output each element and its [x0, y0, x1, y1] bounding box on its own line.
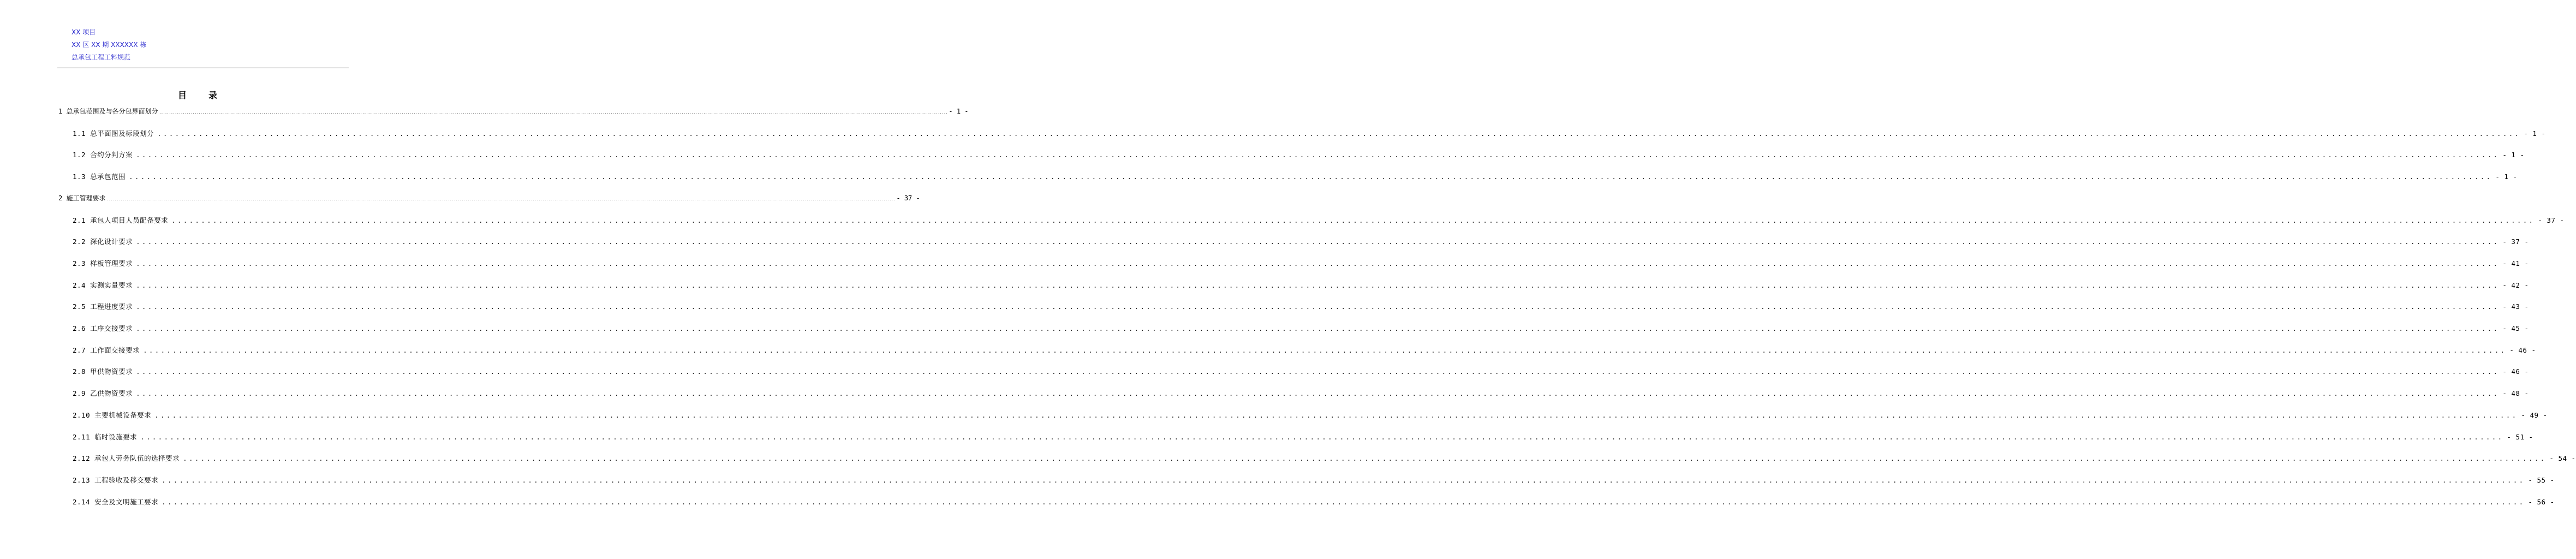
toc-page-number: - 46 - [2509, 346, 2536, 354]
toc-entry-label: 2.1 承包人项目人员配备要求 [73, 216, 169, 224]
toc-page-number: - 48 - [2502, 389, 2529, 398]
toc-page-number: - 37 - [896, 194, 920, 202]
toc-page-number: - 45 - [2502, 324, 2529, 332]
toc-section-entry[interactable] [73, 453, 2576, 463]
toc-section-entry[interactable] [73, 215, 2565, 225]
toc-page-number: - 41 - [2502, 259, 2529, 267]
toc-section-entry[interactable] [73, 171, 2518, 181]
toc-section-entry[interactable] [73, 236, 2529, 246]
toc-entry-label: 2.12 承包人劳务队伍的选择要求 [73, 454, 180, 463]
toc-page-number: - 42 - [2502, 281, 2529, 289]
toc-section-entry[interactable] [73, 410, 2548, 420]
toc-entry-label: 2.7 工作面交接要求 [73, 346, 140, 354]
toc-page-number: - 56 - [2528, 497, 2555, 506]
toc-entry-label: 2.10 主要机械设备要求 [73, 411, 152, 419]
toc-dot-leader: ................................................................................................................................................................................................................................................................................................................................................................................................................ [136, 259, 2500, 267]
toc-dot-leader: ................................................................................................................................................................................................................................................................................................................................................................................................................ [136, 151, 2500, 159]
toc-page-number: - 46 - [2502, 367, 2529, 376]
toc-section-entry[interactable] [73, 258, 2529, 268]
toc-entry-label: 2.13 工程验收及移交要求 [73, 475, 159, 484]
toc-section-entry[interactable] [73, 432, 2533, 442]
toc-entry-label: 1 总承包范围及与各分包界面划分 [58, 108, 158, 115]
toc-dot-leader: ................................................................................................................................................................................................................................................................................................................................................................................................................ [106, 197, 896, 201]
toc-dot-leader: ................................................................................................................................................................................................................................................................................................................................................................................................................ [157, 129, 2521, 138]
toc-entry-label: 1.2 合约分判方案 [73, 151, 133, 159]
toc-page-number: - 1 - [2524, 129, 2546, 138]
toc-dot-leader: ................................................................................................................................................................................................................................................................................................................................................................................................................ [171, 216, 2535, 224]
toc-page-number: - 49 - [2521, 411, 2548, 419]
toc-entry-label: 1.1 总平面图及标段划分 [73, 129, 154, 138]
toc-page-number: - 37 - [2538, 216, 2565, 224]
toc-dot-leader: ................................................................................................................................................................................................................................................................................................................................................................................................................ [162, 497, 2525, 506]
toc-dot-leader: ................................................................................................................................................................................................................................................................................................................................................................................................................ [143, 346, 2507, 354]
toc-section-entry[interactable] [73, 150, 2525, 159]
toc-page-number: - 1 - [2502, 151, 2525, 159]
toc-entry-label: 2.4 实测实量要求 [73, 281, 133, 289]
toc-entry-label: 1.3 总承包范围 [73, 173, 126, 181]
document-header [71, 26, 146, 64]
toc-section-entry[interactable] [73, 388, 2529, 398]
toc-page-number: - 43 - [2502, 302, 2529, 311]
toc-section-entry[interactable] [73, 497, 2555, 507]
toc-page-number: - 55 - [2528, 475, 2555, 484]
toc-entry-label: 2.8 甲供物资要求 [73, 367, 133, 376]
toc-entry-label: 2.9 乙供物资要求 [73, 389, 133, 398]
toc-title: 目录 [177, 90, 239, 100]
toc-section-entry[interactable] [73, 345, 2536, 355]
toc-page-number: - 1 - [949, 108, 969, 115]
toc-section-entry[interactable] [73, 366, 2529, 376]
toc-chapter-entry[interactable] [58, 193, 920, 203]
toc-dot-leader: ................................................................................................................................................................................................................................................................................................................................................................................................................ [136, 367, 2500, 376]
toc-dot-leader: ................................................................................................................................................................................................................................................................................................................................................................................................................ [162, 475, 2525, 484]
toc-dot-leader: ................................................................................................................................................................................................................................................................................................................................................................................................................ [136, 237, 2500, 246]
toc-dot-leader: ................................................................................................................................................................................................................................................................................................................................................................................................................ [159, 111, 948, 115]
toc-entry-label: 2.11 临时设施要求 [73, 432, 138, 441]
toc-dot-leader: ................................................................................................................................................................................................................................................................................................................................................................................................................ [183, 454, 2547, 463]
toc-section-entry[interactable] [73, 280, 2529, 290]
toc-dot-leader: ................................................................................................................................................................................................................................................................................................................................................................................................................ [136, 324, 2500, 332]
toc-page-number: - 37 - [2502, 237, 2529, 246]
toc-dot-leader: ................................................................................................................................................................................................................................................................................................................................................................................................................ [140, 432, 2504, 441]
header-project: XX 项目 [71, 28, 96, 36]
toc-entry-label: 2 施工管理要求 [58, 194, 106, 202]
toc-section-entry[interactable] [73, 323, 2529, 333]
toc-dot-leader: ................................................................................................................................................................................................................................................................................................................................................................................................................ [136, 302, 2500, 311]
toc-entry-label: 2.6 工序交接要求 [73, 324, 133, 332]
toc-entry-label: 2.3 样板管理要求 [73, 259, 133, 267]
toc-chapter-entry[interactable] [58, 106, 969, 116]
header-doc-title: 总承包工程工料规范 [71, 53, 131, 61]
toc-section-entry[interactable] [73, 128, 2546, 138]
toc-dot-leader: ................................................................................................................................................................................................................................................................................................................................................................................................................ [154, 411, 2518, 419]
toc-section-entry[interactable] [73, 475, 2555, 485]
toc-dot-leader: ................................................................................................................................................................................................................................................................................................................................................................................................................ [129, 173, 2492, 181]
toc-page-number: - 54 - [2549, 454, 2576, 463]
toc-page-number: - 51 - [2507, 432, 2533, 441]
toc-dot-leader: ................................................................................................................................................................................................................................................................................................................................................................................................................ [136, 389, 2500, 398]
toc-section-entry[interactable] [73, 301, 2529, 311]
toc-page-number: - 1 - [2495, 173, 2518, 181]
toc-entry-label: 2.14 安全及文明施工要求 [73, 497, 159, 506]
toc-dot-leader: ................................................................................................................................................................................................................................................................................................................................................................................................................ [136, 281, 2500, 289]
header-building: XX 区 XX 期 XXXXXX 栋 [71, 41, 147, 49]
toc-entry-label: 2.2 深化设计要求 [73, 237, 133, 246]
toc-entry-label: 2.5 工程进度要求 [73, 302, 133, 311]
